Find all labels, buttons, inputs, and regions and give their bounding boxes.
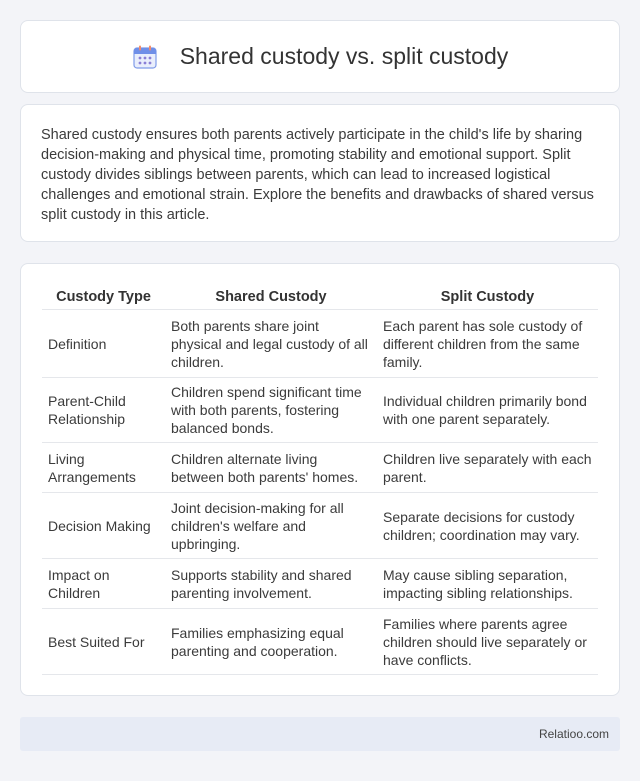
- row-label: Definition: [42, 310, 165, 378]
- header-custody-type: Custody Type: [42, 284, 165, 310]
- footer-site-link[interactable]: Relatioo.com: [538, 727, 609, 741]
- row-label: Decision Making: [42, 493, 165, 559]
- row-label: Impact on Children: [42, 559, 165, 609]
- split-cell: Individual children primarily bond with one parent separately.: [377, 378, 598, 443]
- shared-cell: Families emphasizing equal parenting and cooperation.: [165, 609, 377, 675]
- calendar-icon: [132, 44, 158, 70]
- shared-cell: Joint decision-making for all children's welfare and upbringing.: [165, 493, 377, 559]
- table-row: [42, 443, 598, 493]
- shared-cell: Children spend significant time with both parents, fostering balanced bonds.: [165, 378, 377, 443]
- table-row: [42, 493, 598, 559]
- split-cell: Families where parents agree children should live separately or have conflicts.: [377, 609, 598, 675]
- header-split-custody: Split Custody: [377, 284, 598, 310]
- table-row: [42, 310, 598, 378]
- intro-card: [20, 104, 620, 242]
- split-cell: Children live separately with each parent.: [377, 443, 598, 493]
- header-shared-custody: Shared Custody: [165, 284, 377, 310]
- shared-cell: Both parents share joint physical and legal custody of all children.: [165, 310, 377, 378]
- shared-cell: Supports stability and shared parenting involvement.: [165, 559, 377, 609]
- comparison-table: [42, 284, 598, 675]
- split-cell: Separate decisions for custody children; coordination may vary.: [377, 493, 598, 559]
- row-label: Best Suited For: [42, 609, 165, 675]
- table-row: [42, 609, 598, 675]
- split-cell: Each parent has sole custody of different children from the same family.: [377, 310, 598, 378]
- intro-paragraph: Shared custody ensures both parents actively participate in the child's life by sharing decision-making and physical time, promoting stability and emotional support. Split custody divides siblings between parents, which can lead to increased logistical challenges and emotional strain. Explore the benefits and drawbacks of shared versus split custody in this article.: [41, 127, 594, 223]
- page-title: Shared custody vs. split custody: [179, 43, 509, 69]
- table-row: [42, 559, 598, 609]
- row-label: Living Arrangements: [42, 443, 165, 493]
- table-row: [42, 378, 598, 443]
- table-header-row: [42, 284, 598, 310]
- title-card: [20, 20, 620, 93]
- footer: [20, 717, 620, 751]
- row-label: Parent-Child Relationship: [42, 378, 165, 443]
- shared-cell: Children alternate living between both parents' homes.: [165, 443, 377, 493]
- split-cell: May cause sibling separation, impacting sibling relationships.: [377, 559, 598, 609]
- comparison-card: [20, 263, 620, 696]
